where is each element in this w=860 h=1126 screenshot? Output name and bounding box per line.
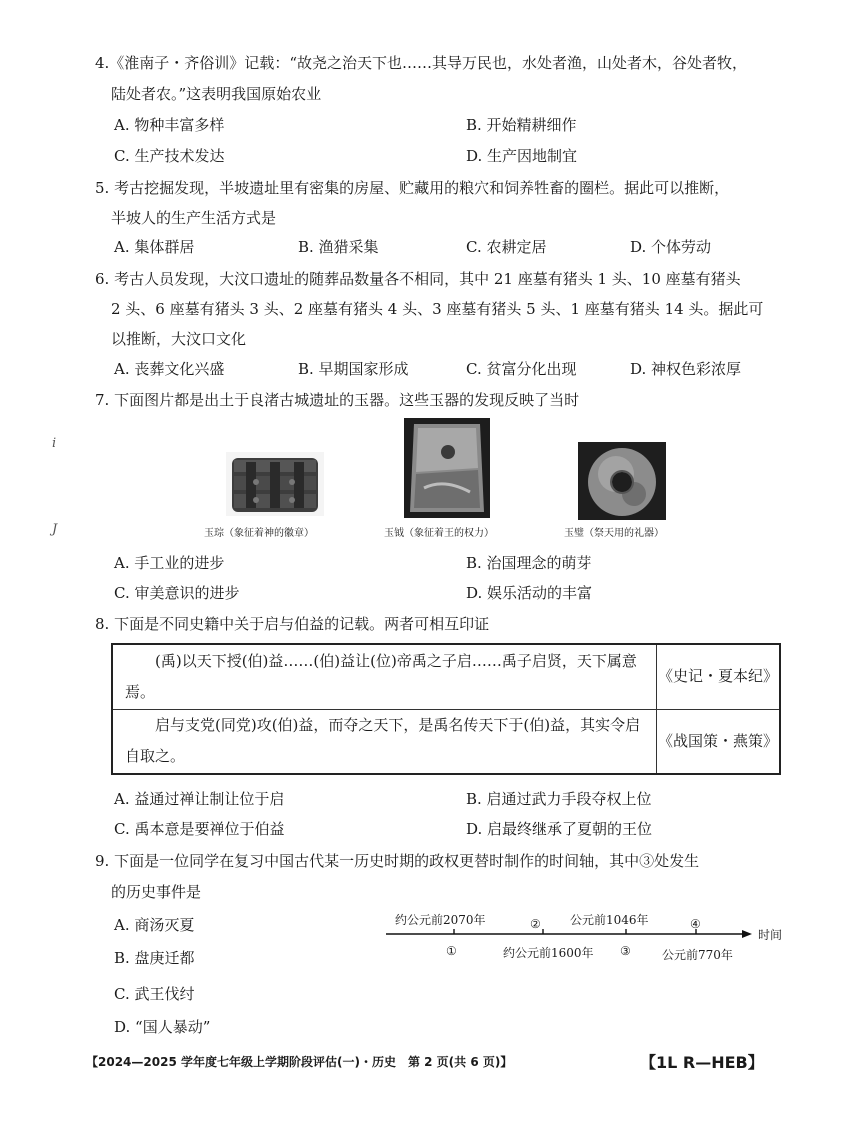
- timeline-label: 公元前1046年: [570, 913, 649, 927]
- option-b: B. 盘庚迁都: [114, 949, 195, 967]
- image-caption: 玉璧（祭天用的礼器）: [564, 528, 664, 539]
- option-d: D. 启最终继承了夏朝的王位: [466, 820, 653, 838]
- timeline-label: 约公元前2070年: [395, 913, 486, 927]
- jade-bi-image: [578, 442, 666, 520]
- table-row: [112, 644, 780, 709]
- paper-code: 【1L R—HEB】: [640, 1053, 764, 1072]
- records-table: [111, 643, 781, 775]
- option-b: B. 开始精耕细作: [466, 116, 577, 134]
- option-a: A. 手工业的进步: [114, 554, 225, 572]
- jade-yue-image: [404, 418, 490, 518]
- option-b: B. 治国理念的萌芽: [466, 554, 592, 572]
- option-a: A. 丧葬文化兴盛: [114, 360, 225, 378]
- option-a: A. 商汤灭夏: [114, 916, 195, 934]
- question-text: 2 头、6 座墓有猪头 3 头、2 座墓有猪头 4 头、3 座墓有猪头 5 头、1 座墓有猪头 14 头。据此可: [111, 300, 764, 318]
- option-c: C. 贫富分化出现: [466, 360, 577, 378]
- margin-mark: i: [52, 436, 57, 451]
- image-caption: 玉钺（象征着王的权力）: [384, 528, 494, 539]
- question-text: 9. 下面是一位同学在复习中国古代某一历史时期的政权更替时制作的时间轴，其中③处发生: [95, 852, 700, 870]
- question-text: 7. 下面图片都是出土于良渚古城遗址的玉器。这些玉器的发现反映了当时: [95, 391, 580, 409]
- option-d: D. 娱乐活动的丰富: [466, 584, 593, 602]
- option-c: C. 农耕定居: [466, 238, 547, 256]
- question-text: 5. 考古挖掘发现，半坡遗址里有密集的房屋、贮藏用的粮穴和饲养牲畜的圈栏。据此可以推断，: [95, 179, 730, 197]
- page-footer: 【2024—2025 学年度七年级上学期阶段评估(一)・历史 第 2 页(共 6 页)】: [86, 1055, 513, 1069]
- option-b: B. 渔猎采集: [298, 238, 379, 256]
- record-source: 《史记・夏本纪》: [657, 644, 781, 709]
- record-source: 《战国策・燕策》: [657, 709, 781, 774]
- timeline-marker-4: ④: [690, 917, 701, 931]
- record-text: 启与支党(同党)攻(伯)益，而夺之天下，是禹名传天下于(伯)益，其实令启自取之。: [112, 709, 657, 774]
- option-d: D. 生产因地制宜: [466, 147, 578, 165]
- option-d: D. 神权色彩浓厚: [630, 360, 742, 378]
- timeline-label: 公元前770年: [662, 948, 733, 962]
- timeline-label: 约公元前1600年: [503, 946, 594, 960]
- question-text: 以推断，大汶口文化: [111, 330, 247, 348]
- timeline-marker-1: ①: [446, 944, 457, 958]
- jade-cong-image: [226, 452, 324, 516]
- option-a: A. 集体群居: [114, 238, 195, 256]
- option-c: C. 审美意识的进步: [114, 584, 240, 602]
- option-d: D. “国人暴动”: [114, 1018, 211, 1036]
- option-c: C. 禹本意是要禅位于伯益: [114, 820, 285, 838]
- option-b: B. 启通过武力手段夺权上位: [466, 790, 652, 808]
- question-text: 陆处者农。”这表明我国原始农业: [111, 85, 322, 103]
- option-d: D. 个体劳动: [630, 238, 712, 256]
- image-caption: 玉琮（象征着神的徽章）: [204, 528, 314, 539]
- question-text: 的历史事件是: [111, 883, 202, 901]
- question-text: 4.《淮南子・齐俗训》记载：“故尧之治天下也……其导万民也，水处者渔，山处者木，谷处者牧，: [95, 54, 747, 72]
- timeline-axis-label: 时间: [758, 928, 783, 942]
- table-row: [112, 709, 780, 774]
- question-text: 8. 下面是不同史籍中关于启与伯益的记载。两者可相互印证: [95, 615, 490, 633]
- question-text: 6. 考古人员发现，大汶口遗址的随葬品数量各不相同，其中 21 座墓有猪头 1 头、10 座墓有猪头: [95, 270, 741, 288]
- option-c: C. 武王伐纣: [114, 985, 195, 1003]
- option-c: C. 生产技术发达: [114, 147, 225, 165]
- option-a: A. 物种丰富多样: [114, 116, 225, 134]
- record-text: (禹)以天下授(伯)益……(伯)益让(位)帝禹之子启……禹子启贤，天下属意焉。: [112, 644, 657, 709]
- timeline-marker-3: ③: [620, 944, 631, 958]
- option-b: B. 早期国家形成: [298, 360, 409, 378]
- timeline-marker-2: ②: [530, 917, 541, 931]
- question-text: 半坡人的生产生活方式是: [111, 209, 277, 227]
- option-a: A. 益通过禅让制让位于启: [114, 790, 285, 808]
- margin-mark: J: [52, 522, 58, 537]
